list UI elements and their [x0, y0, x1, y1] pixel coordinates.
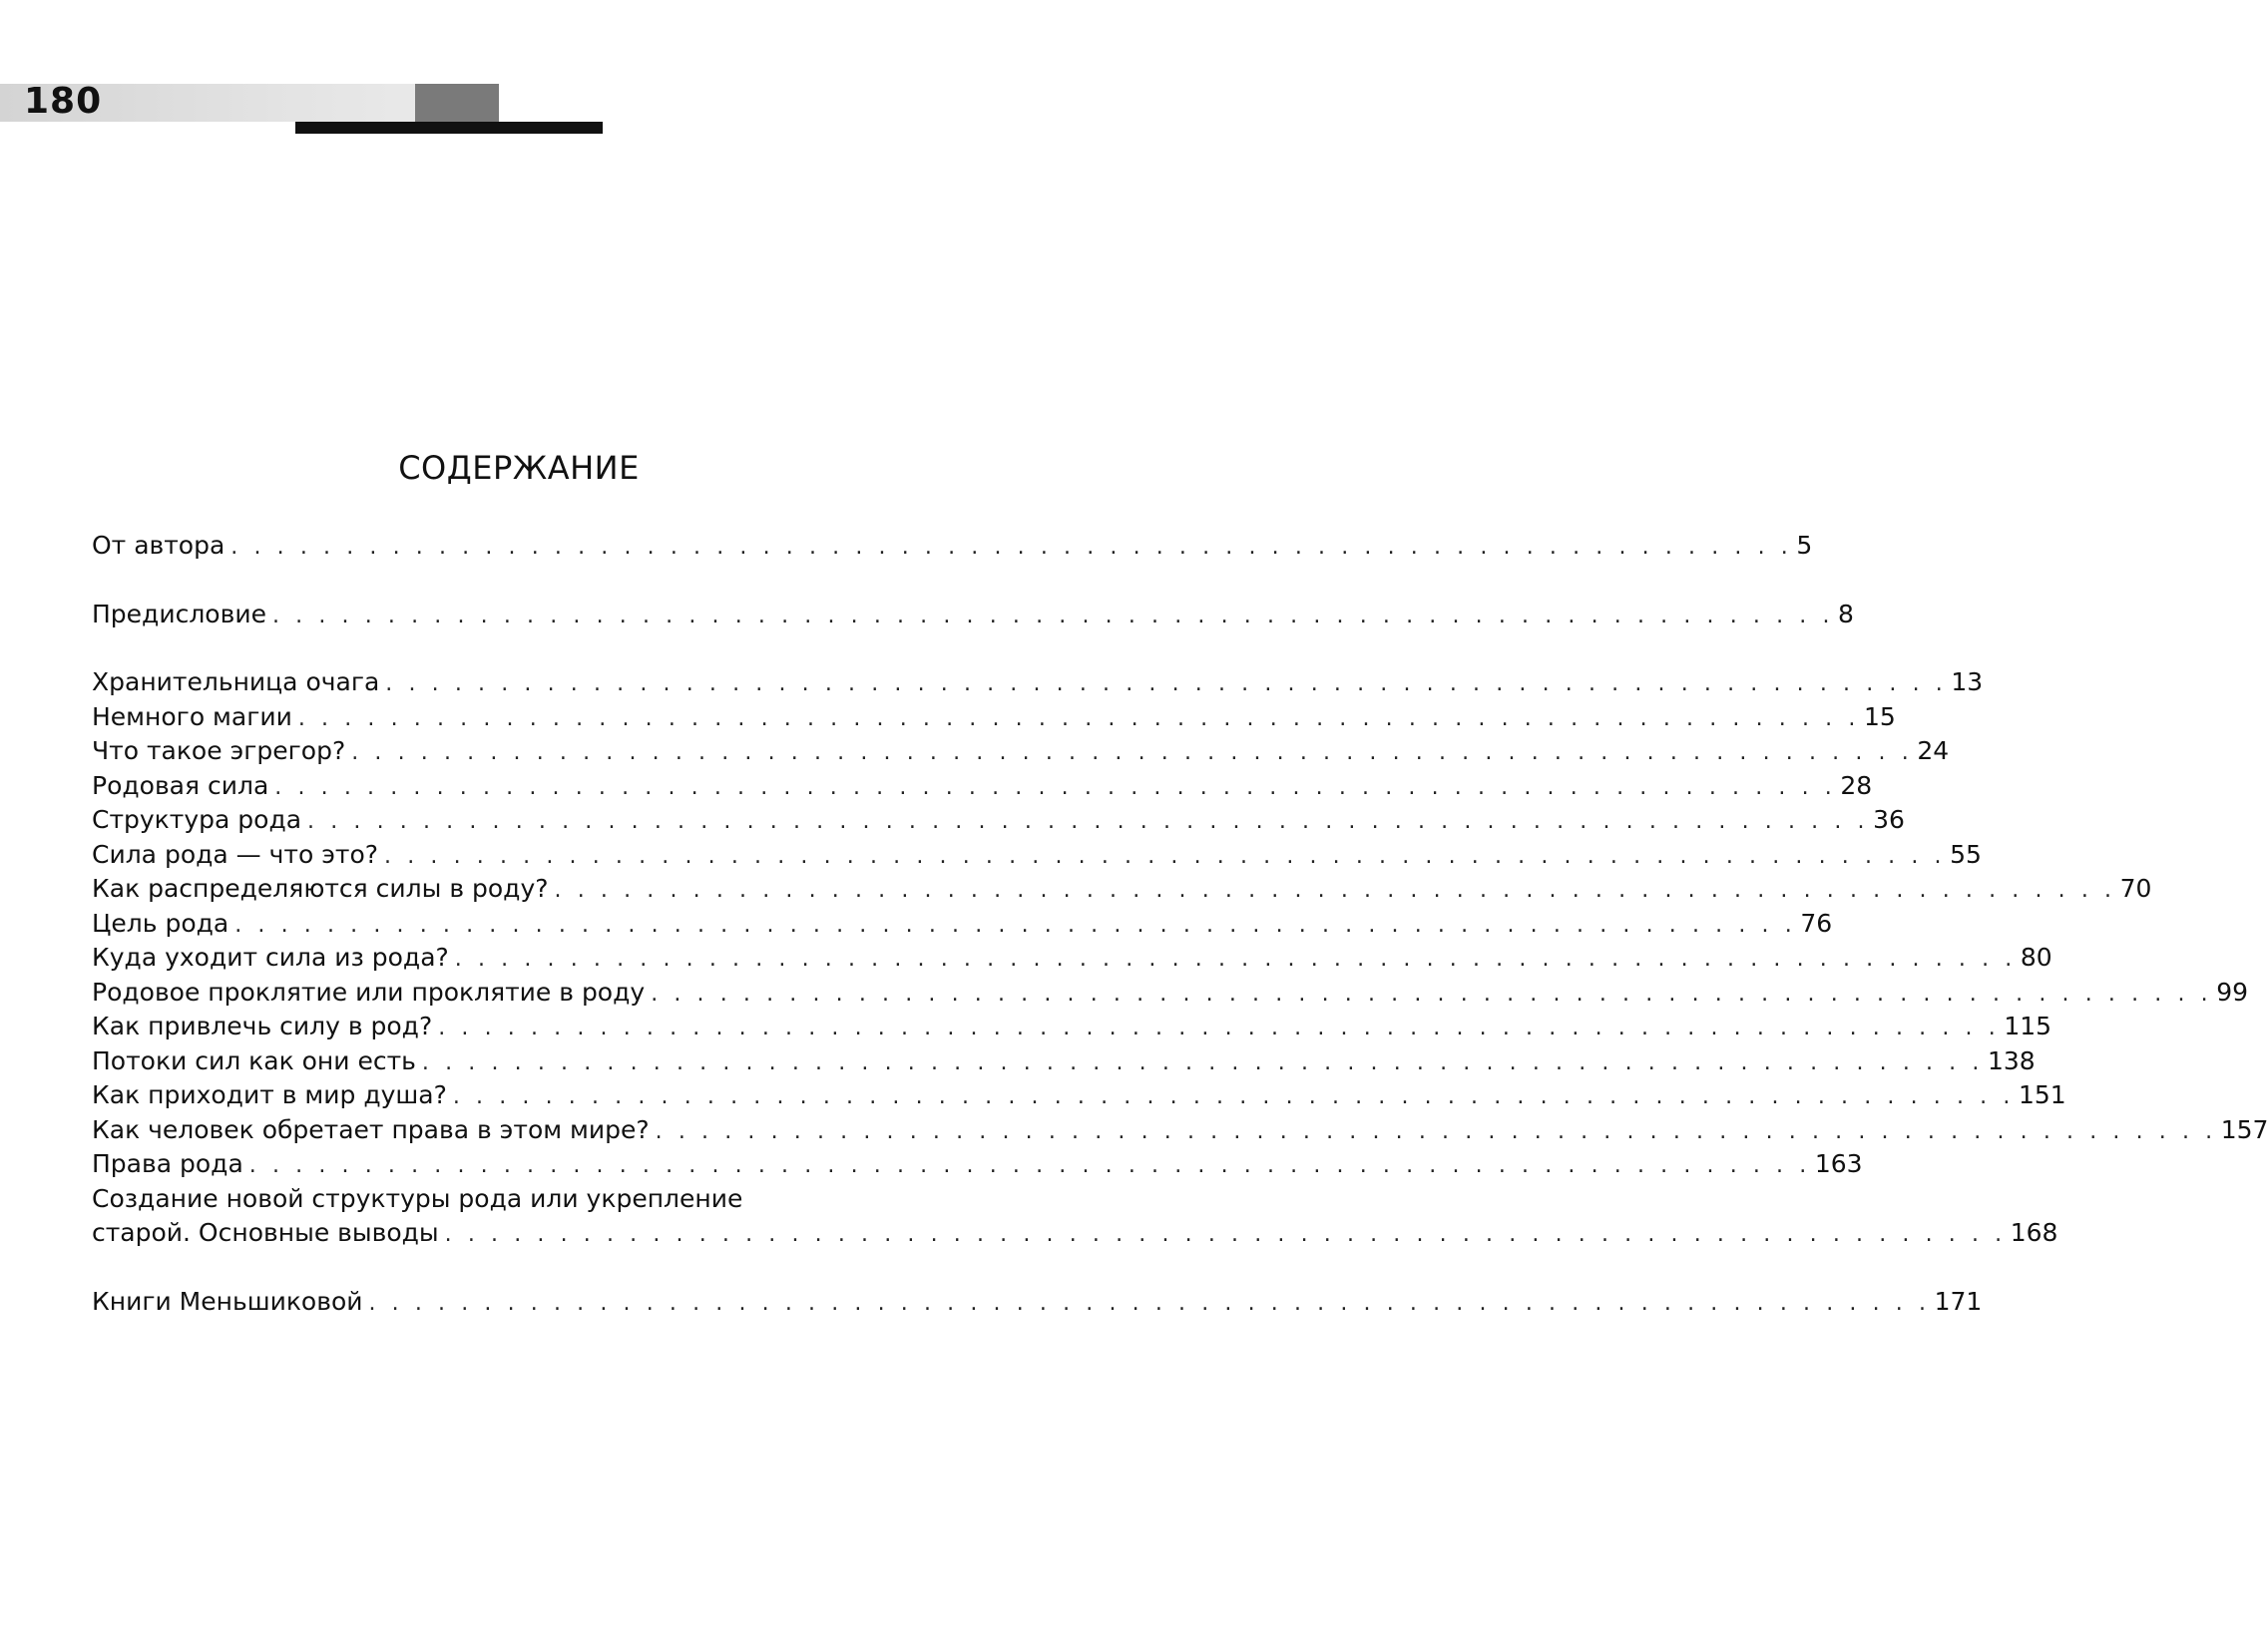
toc-entry-line	[92, 1216, 2058, 1251]
toc-entry	[92, 769, 1873, 804]
toc-leader-dots: . . . . . . . . . . . . . . . . . . . . . . . . . . . . . . . . . . . . . . . . . . . . . . . . . . . . . . . . . . . . . . . . . . . .	[271, 603, 1835, 628]
toc-entry	[92, 1147, 1863, 1182]
toc-entry-page: 171	[1934, 1286, 1983, 1316]
toc-entry-page: 157	[2220, 1114, 2268, 1144]
toc-entry-page: 5	[1796, 531, 1813, 560]
page-number: 180	[24, 81, 103, 122]
toc-leader-dots: . . . . . . . . . . . . . . . . . . . . . . . . . . . . . . . . . . . . . . . . . . . . . . . . . . . . . . . . . . . . . . . . . . . .	[384, 843, 1947, 869]
toc-entry-title: Цель рода	[92, 908, 229, 938]
toc-entry	[92, 734, 1950, 769]
toc-entry	[92, 872, 2152, 907]
toc-entry-title: Немного магии	[92, 701, 292, 731]
toc-entry-title: Родовая сила	[92, 770, 269, 800]
toc-entry-title: Книги Меньшиковой	[92, 1286, 363, 1316]
header-black-rule	[295, 122, 603, 134]
toc-entry-title: Сила рода — что это?	[92, 839, 379, 869]
toc-entry-page: 28	[1840, 770, 1873, 800]
toc-entry	[92, 598, 1854, 632]
toc-leader-dots: . . . . . . . . . . . . . . . . . . . . . . . . . . . . . . . . . . . . . . . . . . . . . . . . . . . . . . . . . . . . . . . . . . . .	[454, 947, 2017, 972]
toc-entry-title: Потоки сил как они есть	[92, 1045, 416, 1075]
toc-entry-title: Как привлечь силу в род?	[92, 1012, 433, 1040]
toc-entry-title: Предисловие	[92, 599, 266, 628]
toc-leader-dots: . . . . . . . . . . . . . . . . . . . . . . . . . . . . . . . . . . . . . . . . . . . . . . . . . . . . . . . . . . . . . . . . . . . .	[651, 981, 2213, 1007]
toc-leader-dots: . . . . . . . . . . . . . . . . . . . . . . . . . . . . . . . . . . . . . . . . . . . . . . . . . . . . . . . . . . . . . . . . . . . .	[351, 740, 1914, 765]
toc-entry-title-line2: старой. Основные выводы	[92, 1218, 439, 1247]
toc-leader-dots: . . . . . . . . . . . . . . . . . . . . . . . . . . . . . . . . . . . . . . . . . . . . . . . . . . . . . . . . . . . . . . . . . . . .	[452, 1084, 2015, 1109]
toc-entry-multiline	[92, 1182, 2058, 1251]
toc-entry-page: 163	[1814, 1149, 1863, 1178]
toc-entry-title: От автора	[92, 531, 226, 560]
toc-leader-dots: . . . . . . . . . . . . . . . . . . . . . . . . . . . . . . . . . . . . . . . . . . . . . . . . . . . . . . . . . . . . . . . . . . . .	[297, 705, 1860, 731]
toc-entry-page: 70	[2119, 874, 2152, 903]
toc-entry-page: 115	[2004, 1012, 2052, 1040]
toc-entry-line	[92, 1182, 942, 1217]
toc-entry	[92, 1044, 2036, 1079]
toc-title: СОДЕРЖАНИЕ	[398, 449, 640, 487]
header-gray-block	[415, 84, 499, 122]
toc-entry-title: Родовое проклятие или проклятие в роду	[92, 977, 646, 1007]
toc-entry-title: Что такое эгрегор?	[92, 736, 346, 765]
toc-leader-dots: . . . . . . . . . . . . . . . . . . . . . . . . . . . . . . . . . . . . . . . . . . . . . . . . . . . . . . . . . . . . . . . . . . . .	[230, 535, 1793, 560]
toc-entry	[92, 803, 1905, 838]
toc-entry-title: Права рода	[92, 1149, 243, 1178]
toc-entry-title: Куда уходит сила из рода?	[92, 943, 449, 972]
toc-entry-page: 76	[1800, 908, 1833, 938]
toc-entry-page: 55	[1950, 839, 1982, 869]
toc-leader-dots: . . . . . . . . . . . . . . . . . . . . . . . . . . . . . . . . . . . . . . . . . . . . . . . . . . . . . . . . . . . . . . . . . . . .	[438, 1016, 2001, 1040]
toc-entry-page: 13	[1951, 667, 1984, 696]
table-of-contents	[92, 529, 2268, 1319]
toc-entry	[92, 529, 1813, 564]
toc-leader-dots: . . . . . . . . . . . . . . . . . . . . . . . . . . . . . . . . . . . . . . . . . . . . . . . . . . . . . . . . . . . . . . . . . . . .	[421, 1049, 1984, 1075]
toc-entry-page: 138	[1987, 1045, 2036, 1075]
toc-entry	[92, 1285, 1983, 1320]
toc-entry-page: 8	[1838, 599, 1854, 628]
toc-entry	[92, 1078, 2066, 1113]
toc-entry	[92, 665, 1984, 700]
toc-entry	[92, 976, 2249, 1011]
toc-leader-dots: . . . . . . . . . . . . . . . . . . . . . . . . . . . . . . . . . . . . . . . . . . . . . . . . . . . . . . . . . . . . . . . . . . . .	[385, 671, 1948, 696]
toc-leader-dots: . . . . . . . . . . . . . . . . . . . . . . . . . . . . . . . . . . . . . . . . . . . . . . . . . . . . . . . . . . . . . . . . . . . .	[274, 774, 1837, 800]
toc-entry	[92, 941, 2052, 976]
toc-entry	[92, 1010, 2052, 1044]
toc-entry-title: Как человек обретает права в этом мире?	[92, 1114, 650, 1144]
toc-leader-dots: . . . . . . . . . . . . . . . . . . . . . . . . . . . . . . . . . . . . . . . . . . . . . . . . . . . . . . . . . . . . . . . . . . . .	[554, 878, 2116, 903]
toc-entry-page: 24	[1917, 736, 1950, 765]
toc-entry	[92, 700, 1896, 735]
toc-entry-title: Как приходит в мир душа?	[92, 1080, 447, 1109]
toc-leader-dots: . . . . . . . . . . . . . . . . . . . . . . . . . . . . . . . . . . . . . . . . . . . . . . . . . . . . . . . . . . . . . . . . . . . .	[368, 1290, 1931, 1316]
toc-entry-title: Как распределяются силы в роду?	[92, 874, 549, 903]
toc-entry	[92, 907, 1833, 942]
toc-entry-title: Хранительница очага	[92, 667, 380, 696]
toc-entry-page: 80	[2020, 943, 2052, 972]
toc-entry-page: 168	[2010, 1218, 2058, 1247]
toc-entry-title-line1: Создание новой структуры рода или укрепление	[92, 1183, 743, 1213]
toc-entry-page: 99	[2216, 977, 2249, 1007]
toc-leader-dots: . . . . . . . . . . . . . . . . . . . . . . . . . . . . . . . . . . . . . . . . . . . . . . . . . . . . . . . . . . . . . . . . . . . .	[248, 1153, 1811, 1178]
toc-leader-dots: . . . . . . . . . . . . . . . . . . . . . . . . . . . . . . . . . . . . . . . . . . . . . . . . . . . . . . . . . . . . . . . . . . . .	[655, 1118, 2217, 1144]
toc-entry	[92, 838, 1982, 873]
toc-leader-dots: . . . . . . . . . . . . . . . . . . . . . . . . . . . . . . . . . . . . . . . . . . . . . . . . . . . . . . . . . . . . . . . . . . . .	[444, 1222, 2007, 1247]
toc-entry-title: Структура рода	[92, 805, 302, 834]
toc-entry	[92, 1113, 2268, 1148]
toc-leader-dots: . . . . . . . . . . . . . . . . . . . . . . . . . . . . . . . . . . . . . . . . . . . . . . . . . . . . . . . . . . . . . . . . . . . .	[307, 809, 1870, 834]
toc-entry-page: 151	[2018, 1080, 2066, 1109]
toc-entry-page: 36	[1873, 805, 1905, 834]
toc-leader-dots: . . . . . . . . . . . . . . . . . . . . . . . . . . . . . . . . . . . . . . . . . . . . . . . . . . . . . . . . . . . . . . . . . . . .	[234, 912, 1797, 938]
toc-entry-page: 15	[1863, 701, 1896, 731]
